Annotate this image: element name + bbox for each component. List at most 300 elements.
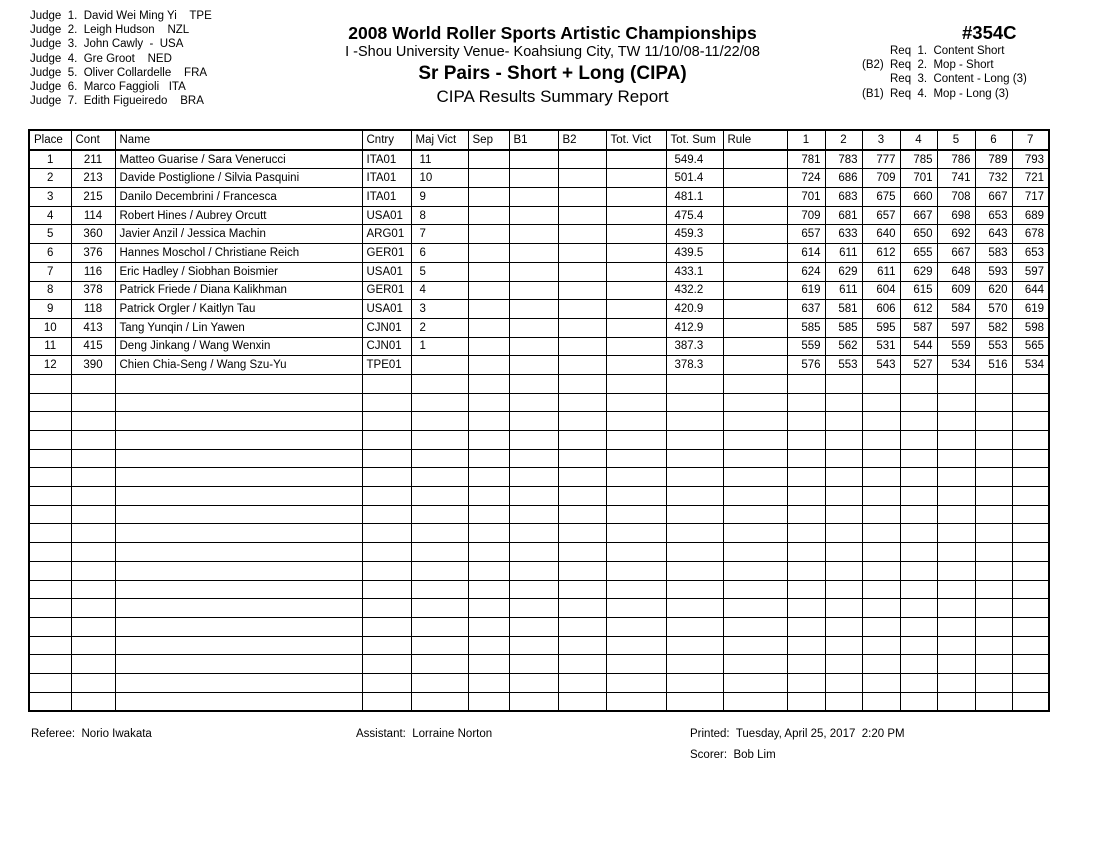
empty-cell <box>115 468 362 487</box>
empty-cell <box>825 487 862 506</box>
empty-cell <box>71 692 115 711</box>
cell-judge-5: 609 <box>937 281 975 300</box>
empty-cell <box>900 580 937 599</box>
empty-cell <box>468 374 509 393</box>
cell-country: USA01 <box>362 206 411 225</box>
empty-cell <box>723 505 787 524</box>
cell-rule <box>723 300 787 319</box>
cell-cont: 360 <box>71 225 115 244</box>
empty-cell <box>115 412 362 431</box>
empty-cell <box>825 673 862 692</box>
empty-cell <box>825 561 862 580</box>
empty-cell <box>723 487 787 506</box>
cell-country: USA01 <box>362 262 411 281</box>
empty-cell <box>115 561 362 580</box>
empty-cell <box>468 673 509 692</box>
cell-judge-3: 640 <box>862 225 900 244</box>
empty-cell <box>937 431 975 450</box>
cell-judge-4: 667 <box>900 206 937 225</box>
cell-judge-1: 637 <box>787 300 825 319</box>
empty-cell <box>1012 692 1049 711</box>
cell-total-victories <box>606 169 666 188</box>
cell-place: 2 <box>29 169 71 188</box>
cell-judge-6: 570 <box>975 300 1012 319</box>
cell-judge-4: 629 <box>900 262 937 281</box>
empty-cell <box>468 561 509 580</box>
empty-cell <box>666 543 723 562</box>
cell-majority-victories: 3 <box>411 300 468 319</box>
empty-cell <box>723 655 787 674</box>
assistant-label: Assistant: Lorraine Norton <box>356 728 493 740</box>
cell-judge-6: 553 <box>975 337 1012 356</box>
empty-cell <box>411 561 468 580</box>
empty-cell <box>937 692 975 711</box>
empty-cell <box>606 505 666 524</box>
column-header-majority-victories: Maj Vict <box>411 130 468 150</box>
empty-cell <box>115 374 362 393</box>
empty-cell <box>606 449 666 468</box>
empty-cell <box>666 468 723 487</box>
report-header <box>300 22 805 107</box>
empty-cell <box>558 617 606 636</box>
empty-cell <box>558 561 606 580</box>
empty-cell <box>115 636 362 655</box>
cell-place: 9 <box>29 300 71 319</box>
empty-table-row <box>29 393 1049 412</box>
empty-cell <box>787 524 825 543</box>
empty-cell <box>509 543 558 562</box>
cell-total-victories <box>606 150 666 169</box>
cell-majority-victories: 8 <box>411 206 468 225</box>
empty-cell <box>411 655 468 674</box>
cell-judge-2: 585 <box>825 318 862 337</box>
requirement-1: Req 1. Content Short <box>890 45 1005 57</box>
empty-cell <box>975 374 1012 393</box>
empty-cell <box>787 617 825 636</box>
empty-cell <box>937 655 975 674</box>
empty-table-row <box>29 599 1049 618</box>
cell-judge-3: 612 <box>862 244 900 263</box>
empty-cell <box>362 636 411 655</box>
cell-total-sum: 459.3 <box>666 225 723 244</box>
cell-b2 <box>558 318 606 337</box>
empty-cell <box>71 468 115 487</box>
empty-cell <box>787 449 825 468</box>
column-header-name: Name <box>115 130 362 150</box>
empty-table-row <box>29 655 1049 674</box>
empty-cell <box>975 692 1012 711</box>
empty-cell <box>900 673 937 692</box>
table-row <box>29 337 1049 356</box>
empty-cell <box>666 580 723 599</box>
cell-sep <box>468 337 509 356</box>
cell-rule <box>723 244 787 263</box>
empty-cell <box>825 692 862 711</box>
empty-cell <box>71 673 115 692</box>
empty-cell <box>862 636 900 655</box>
cell-b2 <box>558 206 606 225</box>
empty-cell <box>975 636 1012 655</box>
column-header-judge-2: 2 <box>825 130 862 150</box>
empty-cell <box>666 655 723 674</box>
empty-cell <box>937 524 975 543</box>
cell-judge-3: 709 <box>862 169 900 188</box>
empty-cell <box>787 543 825 562</box>
empty-cell <box>115 599 362 618</box>
cell-judge-6: 516 <box>975 356 1012 375</box>
cell-name: Javier Anzil / Jessica Machin <box>115 225 362 244</box>
empty-cell <box>411 617 468 636</box>
venue-dates: I -Shou University Venue- Koahsiung City, TW 11/10/08-11/22/08 <box>345 44 760 60</box>
empty-cell <box>71 431 115 450</box>
empty-cell <box>71 655 115 674</box>
empty-cell <box>29 412 71 431</box>
cell-judge-7: 619 <box>1012 300 1049 319</box>
empty-cell <box>411 412 468 431</box>
empty-cell <box>975 431 1012 450</box>
cell-total-sum: 433.1 <box>666 262 723 281</box>
cell-sep <box>468 150 509 169</box>
empty-cell <box>825 393 862 412</box>
empty-cell <box>606 468 666 487</box>
empty-cell <box>862 673 900 692</box>
empty-cell <box>71 580 115 599</box>
empty-cell <box>1012 673 1049 692</box>
cell-total-sum: 501.4 <box>666 169 723 188</box>
cell-name: Eric Hadley / Siobhan Boismier <box>115 262 362 281</box>
column-header-judge-3: 3 <box>862 130 900 150</box>
cell-sep <box>468 188 509 207</box>
empty-cell <box>862 449 900 468</box>
cell-judge-4: 701 <box>900 169 937 188</box>
cell-judge-4: 615 <box>900 281 937 300</box>
empty-cell <box>71 449 115 468</box>
empty-cell <box>666 487 723 506</box>
cell-total-victories <box>606 225 666 244</box>
empty-cell <box>825 580 862 599</box>
empty-cell <box>723 374 787 393</box>
cell-majority-victories: 6 <box>411 244 468 263</box>
empty-cell <box>29 468 71 487</box>
cell-judge-5: 648 <box>937 262 975 281</box>
cell-b1 <box>509 356 558 375</box>
empty-cell <box>411 580 468 599</box>
empty-cell <box>862 599 900 618</box>
empty-cell <box>900 524 937 543</box>
cell-sep <box>468 206 509 225</box>
empty-cell <box>29 374 71 393</box>
empty-cell <box>411 599 468 618</box>
empty-cell <box>862 692 900 711</box>
cell-country: USA01 <box>362 300 411 319</box>
judge-3: Judge 3. John Cawly - USA <box>30 38 184 51</box>
cell-majority-victories: 1 <box>411 337 468 356</box>
empty-cell <box>862 543 900 562</box>
cell-judge-6: 620 <box>975 281 1012 300</box>
empty-cell <box>975 393 1012 412</box>
cell-place: 7 <box>29 262 71 281</box>
empty-cell <box>900 374 937 393</box>
empty-cell <box>71 412 115 431</box>
empty-cell <box>666 692 723 711</box>
empty-cell <box>787 636 825 655</box>
empty-cell <box>787 431 825 450</box>
cell-majority-victories: 9 <box>411 188 468 207</box>
empty-cell <box>937 393 975 412</box>
empty-cell <box>975 543 1012 562</box>
cell-judge-4: 660 <box>900 188 937 207</box>
printed-timestamp: Printed: Tuesday, April 25, 2017 2:20 PM <box>690 728 905 740</box>
empty-cell <box>825 524 862 543</box>
cell-judge-2: 611 <box>825 244 862 263</box>
cell-judge-1: 624 <box>787 262 825 281</box>
empty-cell <box>723 524 787 543</box>
empty-cell <box>71 374 115 393</box>
empty-table-row <box>29 673 1049 692</box>
cell-judge-1: 619 <box>787 281 825 300</box>
empty-cell <box>666 393 723 412</box>
empty-cell <box>606 655 666 674</box>
judge-2: Judge 2. Leigh Hudson NZL <box>30 24 190 37</box>
cell-b1 <box>509 188 558 207</box>
empty-cell <box>29 393 71 412</box>
cell-judge-5: 597 <box>937 318 975 337</box>
table-row <box>29 188 1049 207</box>
empty-cell <box>1012 599 1049 618</box>
cell-name: Patrick Friede / Diana Kalikhman <box>115 281 362 300</box>
cell-sep <box>468 300 509 319</box>
cell-judge-4: 544 <box>900 337 937 356</box>
empty-cell <box>900 412 937 431</box>
empty-cell <box>975 449 1012 468</box>
empty-cell <box>509 487 558 506</box>
empty-cell <box>787 655 825 674</box>
empty-cell <box>606 692 666 711</box>
empty-cell <box>509 599 558 618</box>
empty-cell <box>509 374 558 393</box>
empty-cell <box>666 599 723 618</box>
cell-name: Matteo Guarise / Sara Venerucci <box>115 150 362 169</box>
empty-cell <box>29 449 71 468</box>
cell-judge-5: 786 <box>937 150 975 169</box>
empty-cell <box>115 580 362 599</box>
cell-cont: 415 <box>71 337 115 356</box>
empty-cell <box>115 655 362 674</box>
cell-cont: 413 <box>71 318 115 337</box>
empty-cell <box>666 449 723 468</box>
cell-judge-5: 667 <box>937 244 975 263</box>
empty-cell <box>71 561 115 580</box>
cell-majority-victories: 7 <box>411 225 468 244</box>
scorer-label: Scorer: Bob Lim <box>690 749 776 761</box>
empty-cell <box>900 505 937 524</box>
empty-cell <box>509 524 558 543</box>
empty-cell <box>29 524 71 543</box>
empty-cell <box>509 468 558 487</box>
empty-cell <box>362 673 411 692</box>
cell-country: GER01 <box>362 281 411 300</box>
empty-cell <box>558 580 606 599</box>
table-row <box>29 169 1049 188</box>
empty-cell <box>29 561 71 580</box>
column-header-total-sum: Tot. Sum <box>666 130 723 150</box>
cell-judge-6: 583 <box>975 244 1012 263</box>
cell-judge-7: 597 <box>1012 262 1049 281</box>
empty-cell <box>606 561 666 580</box>
empty-cell <box>71 636 115 655</box>
empty-cell <box>362 543 411 562</box>
cell-judge-3: 606 <box>862 300 900 319</box>
cell-judge-5: 559 <box>937 337 975 356</box>
cell-cont: 118 <box>71 300 115 319</box>
empty-cell <box>862 431 900 450</box>
table-row <box>29 318 1049 337</box>
empty-cell <box>1012 561 1049 580</box>
column-header-country: Cntry <box>362 130 411 150</box>
cell-name: Davide Postiglione / Silvia Pasquini <box>115 169 362 188</box>
empty-cell <box>29 655 71 674</box>
cell-place: 1 <box>29 150 71 169</box>
cell-majority-victories: 4 <box>411 281 468 300</box>
empty-cell <box>937 599 975 618</box>
empty-cell <box>71 599 115 618</box>
cell-rule <box>723 169 787 188</box>
cell-country: GER01 <box>362 244 411 263</box>
empty-cell <box>115 431 362 450</box>
empty-cell <box>937 543 975 562</box>
empty-table-row <box>29 449 1049 468</box>
empty-cell <box>558 692 606 711</box>
cell-rule <box>723 225 787 244</box>
empty-cell <box>723 673 787 692</box>
cell-total-victories <box>606 356 666 375</box>
empty-cell <box>937 617 975 636</box>
empty-cell <box>71 487 115 506</box>
empty-cell <box>362 505 411 524</box>
cell-judge-3: 611 <box>862 262 900 281</box>
cell-judge-1: 559 <box>787 337 825 356</box>
empty-cell <box>937 580 975 599</box>
empty-cell <box>666 636 723 655</box>
empty-cell <box>862 487 900 506</box>
cell-rule <box>723 262 787 281</box>
empty-cell <box>558 599 606 618</box>
column-header-total-victories: Tot. Vict <box>606 130 666 150</box>
cell-judge-4: 650 <box>900 225 937 244</box>
event-title: Sr Pairs - Short + Long (CIPA) <box>418 63 687 84</box>
empty-cell <box>825 412 862 431</box>
cell-place: 5 <box>29 225 71 244</box>
empty-cell <box>900 449 937 468</box>
empty-cell <box>666 524 723 543</box>
empty-cell <box>362 412 411 431</box>
cell-cont: 116 <box>71 262 115 281</box>
empty-cell <box>723 468 787 487</box>
empty-cell <box>411 673 468 692</box>
empty-cell <box>862 617 900 636</box>
empty-cell <box>862 580 900 599</box>
championship-title: 2008 World Roller Sports Artistic Championships <box>348 23 757 43</box>
empty-cell <box>825 636 862 655</box>
empty-cell <box>900 692 937 711</box>
cell-judge-2: 629 <box>825 262 862 281</box>
cell-sep <box>468 356 509 375</box>
cell-b1 <box>509 318 558 337</box>
empty-table-row <box>29 636 1049 655</box>
cell-judge-2: 681 <box>825 206 862 225</box>
cell-judge-7: 598 <box>1012 318 1049 337</box>
empty-cell <box>411 636 468 655</box>
empty-cell <box>1012 393 1049 412</box>
empty-cell <box>825 374 862 393</box>
empty-cell <box>29 673 71 692</box>
empty-cell <box>115 505 362 524</box>
column-header-sep: Sep <box>468 130 509 150</box>
cell-b1 <box>509 262 558 281</box>
empty-cell <box>468 580 509 599</box>
cell-place: 12 <box>29 356 71 375</box>
empty-cell <box>509 655 558 674</box>
cell-total-victories <box>606 300 666 319</box>
empty-cell <box>862 393 900 412</box>
cell-name: Patrick Orgler / Kaitlyn Tau <box>115 300 362 319</box>
column-header-judge-7: 7 <box>1012 130 1049 150</box>
empty-cell <box>509 393 558 412</box>
cell-rule <box>723 337 787 356</box>
requirement-3: Req 3. Content - Long (3) <box>890 73 1027 86</box>
column-header-judge-1: 1 <box>787 130 825 150</box>
empty-cell <box>975 580 1012 599</box>
empty-cell <box>787 692 825 711</box>
empty-cell <box>825 449 862 468</box>
empty-cell <box>468 636 509 655</box>
empty-cell <box>606 636 666 655</box>
empty-cell <box>509 692 558 711</box>
empty-cell <box>825 431 862 450</box>
cell-b2 <box>558 150 606 169</box>
results-table <box>28 129 1050 712</box>
cell-place: 3 <box>29 188 71 207</box>
cell-judge-6: 582 <box>975 318 1012 337</box>
empty-cell <box>900 543 937 562</box>
empty-cell <box>71 543 115 562</box>
empty-cell <box>1012 655 1049 674</box>
empty-cell <box>937 673 975 692</box>
empty-cell <box>825 617 862 636</box>
cell-b1 <box>509 337 558 356</box>
empty-cell <box>509 449 558 468</box>
cell-name: Chien Chia-Seng / Wang Szu-Yu <box>115 356 362 375</box>
empty-cell <box>468 505 509 524</box>
empty-cell <box>1012 543 1049 562</box>
empty-cell <box>937 636 975 655</box>
cell-b2 <box>558 300 606 319</box>
empty-cell <box>1012 636 1049 655</box>
cell-name: Deng Jinkang / Wang Wenxin <box>115 337 362 356</box>
empty-cell <box>825 599 862 618</box>
cell-judge-3: 543 <box>862 356 900 375</box>
cell-judge-1: 724 <box>787 169 825 188</box>
cell-sep <box>468 281 509 300</box>
column-header-judge-6: 6 <box>975 130 1012 150</box>
empty-cell <box>1012 412 1049 431</box>
cell-majority-victories: 5 <box>411 262 468 281</box>
empty-cell <box>900 431 937 450</box>
cell-total-victories <box>606 206 666 225</box>
cell-name: Tang Yunqin / Lin Yawen <box>115 318 362 337</box>
empty-cell <box>862 374 900 393</box>
empty-cell <box>558 543 606 562</box>
